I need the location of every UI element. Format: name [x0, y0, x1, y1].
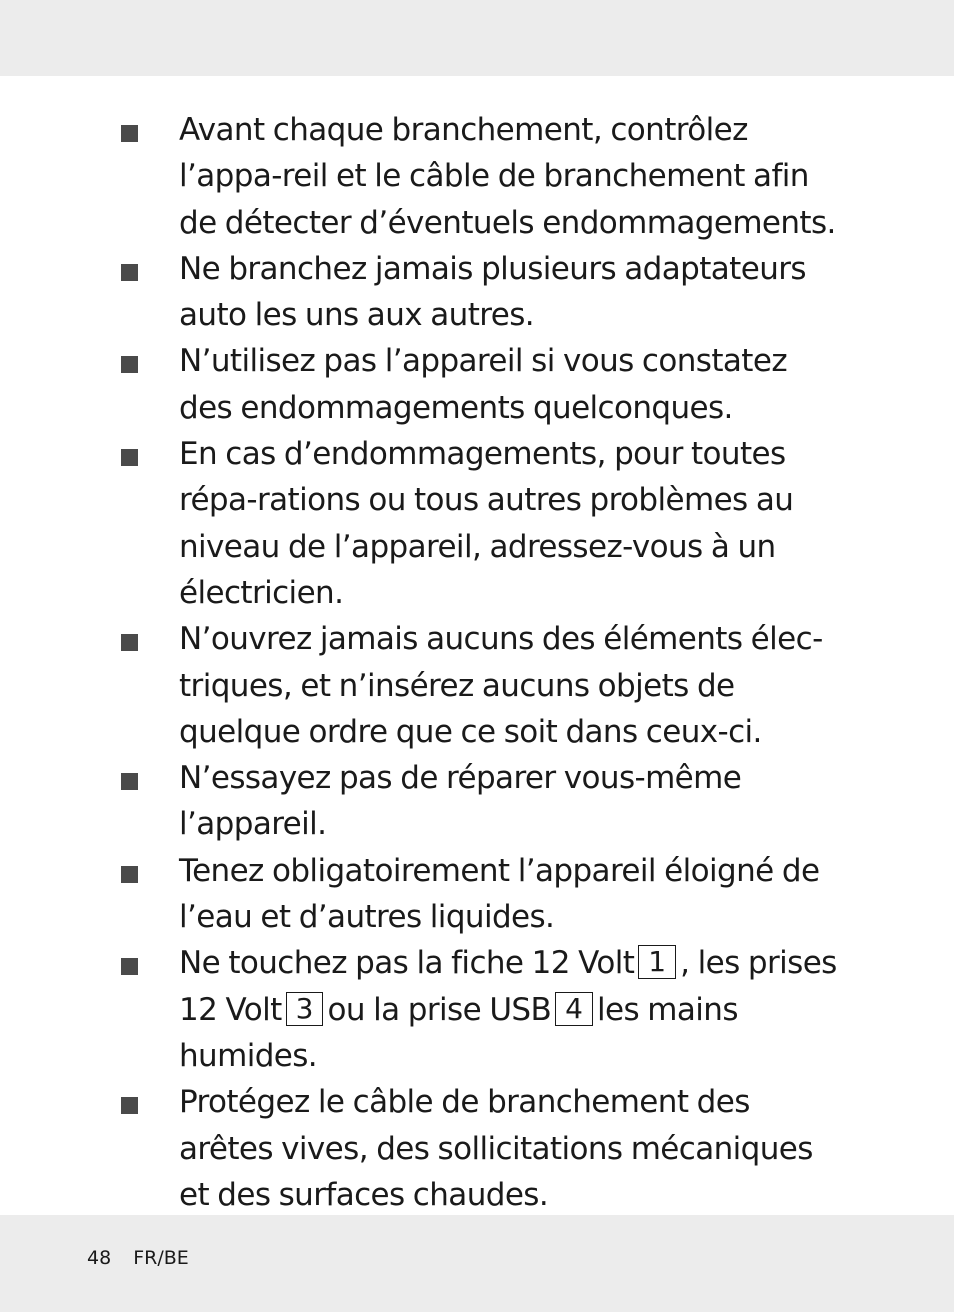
square-bullet-icon: [121, 634, 138, 651]
list-item-text: [179, 940, 844, 1079]
list-item-text: Ne branchez jamais plusieurs adaptateurs auto les uns aux autres.: [179, 250, 806, 334]
component-ref-4: 4: [555, 992, 593, 1026]
list-item: [0, 848, 844, 941]
square-bullet-icon: [121, 866, 138, 883]
text-segment: les mains humides.: [179, 991, 738, 1074]
list-item: [0, 616, 844, 755]
square-bullet-icon: [121, 125, 138, 142]
list-item: [0, 431, 844, 616]
language-code: FR/BE: [133, 1247, 189, 1269]
component-ref-1: 1: [638, 945, 676, 979]
list-item-text: Tenez obligatoirement l’appareil éloigné de l’eau et d’autres liquides.: [179, 852, 820, 936]
square-bullet-icon: [121, 773, 138, 790]
list-item-text: Protégez le câble de branchement des arêtes vives, des sollicitations mécaniques et des surfaces chaudes.: [179, 1084, 813, 1213]
safety-instructions-list: [0, 107, 954, 1264]
square-bullet-icon: [121, 449, 138, 466]
component-ref-3: 3: [286, 992, 324, 1026]
list-item: [0, 338, 844, 431]
list-item-text: N’utilisez pas l’appareil si vous constatez des endommagements quelconques.: [179, 343, 787, 426]
list-item: [0, 940, 844, 1079]
text-segment: ou la prise USB: [327, 991, 552, 1028]
square-bullet-icon: [121, 1097, 138, 1114]
text-segment: , les prises 12 Volt: [179, 945, 837, 1028]
square-bullet-icon: [121, 264, 138, 281]
list-item-text: Avant chaque branchement, contrôlez l’appa-reil et le câble de branchement afin de détecter d’éventuels endommagements.: [179, 112, 836, 241]
list-item: [0, 107, 844, 246]
page-footer: [87, 1247, 211, 1269]
square-bullet-icon: [121, 958, 138, 975]
list-item: [0, 246, 844, 339]
list-item-text: N’essayez pas de réparer vous-même l’appareil.: [179, 760, 742, 843]
page-number: 48: [87, 1247, 112, 1269]
list-item: [0, 1079, 844, 1218]
list-item: [0, 755, 844, 848]
text-segment: Ne touchez pas la fiche 12 Volt: [179, 945, 635, 982]
list-item-text: N’ouvrez jamais aucuns des éléments élec-triques, et n’insérez aucuns objets de quelque ordre que ce soit dans ceux-ci.: [179, 621, 823, 750]
list-item-text: En cas d’endommagements, pour toutes répa-rations ou tous autres problèmes au niveau de l’appareil, adressez-vous à un électricien.: [179, 436, 794, 611]
header-band: [0, 0, 954, 76]
square-bullet-icon: [121, 356, 138, 373]
